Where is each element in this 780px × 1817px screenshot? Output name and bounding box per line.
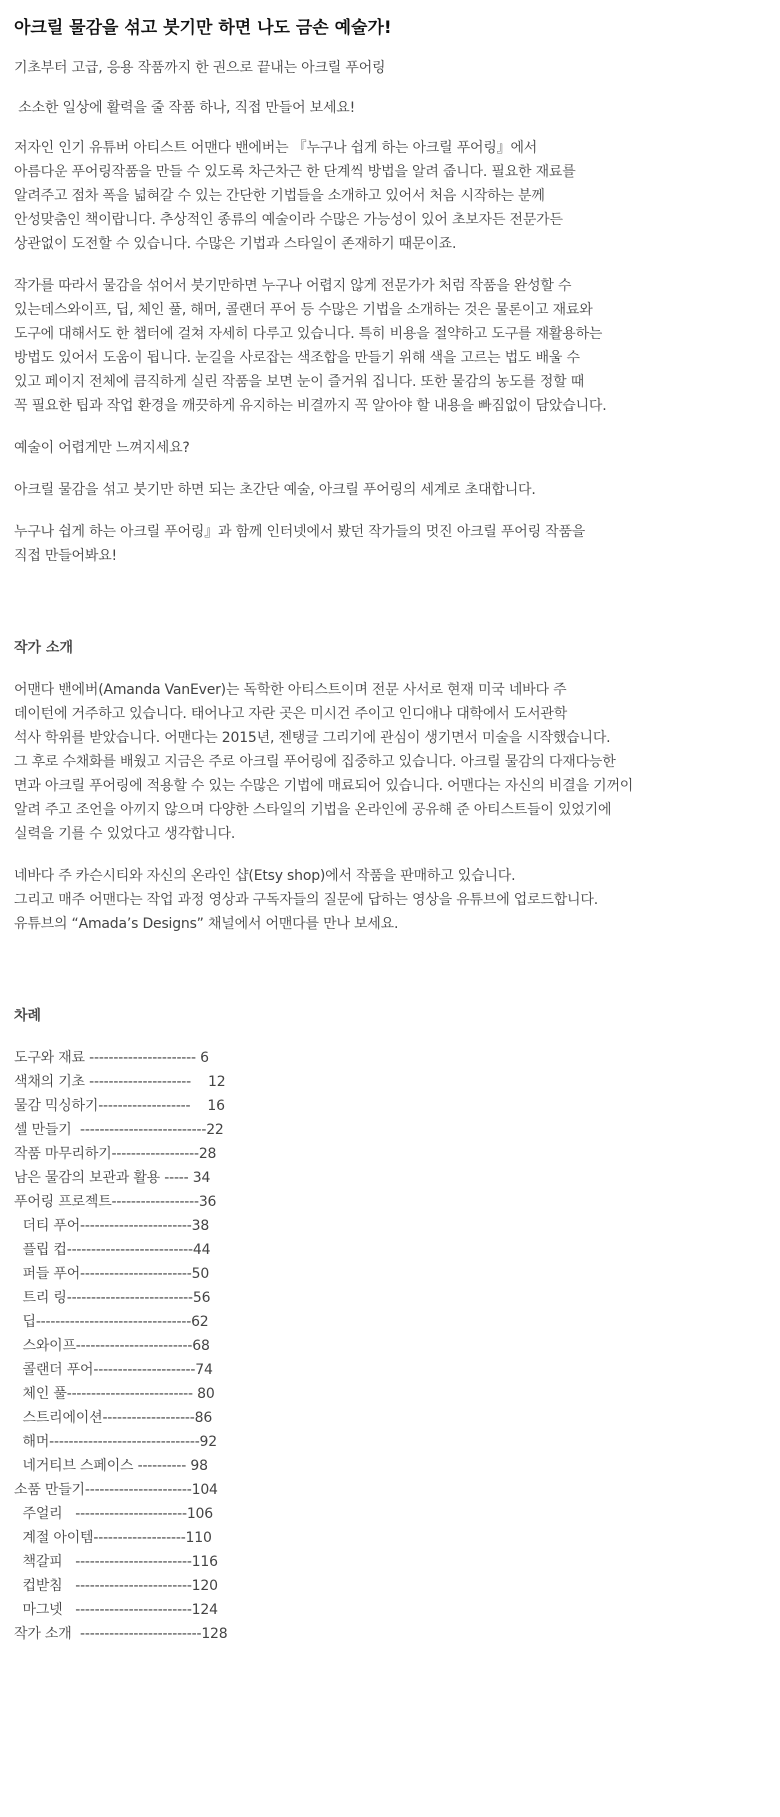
toc-item: 푸어링 프로젝트------------------36 xyxy=(14,1194,217,1210)
toc-item: 작가 소개 -------------------------128 xyxy=(14,1626,228,1642)
intro-paragraph: 아크릴 물감을 섞고 붓기만 하면 되는 초간단 예술, 아크릴 푸어링의 세계로 초대합니다. xyxy=(14,482,536,498)
toc-item: 스트리에이션-------------------86 xyxy=(14,1410,213,1426)
intro-paragraph: 예술이 어렵게만 느껴지세요? xyxy=(14,440,190,456)
intro-section xyxy=(14,136,774,568)
toc-item: 주얼리 -----------------------106 xyxy=(14,1506,213,1522)
toc-item: 체인 풀-------------------------- 80 xyxy=(14,1386,215,1402)
toc-item: 네거티브 스페이스 ---------- 98 xyxy=(14,1458,208,1474)
author-paragraph: 어맨다 밴에버(Amanda VanEver)는 독학한 아티스트이며 전문 사서로 현재 미국 네바다 주 데이턴에 거주하고 있습니다. 태어나고 자란 곳은 미시건 주이고 인디애나 대학에서 도서관학 석사 학위를 받았습니다. 어맨다는 2015년, 젠탱글 그리기에 관심이 생기면서 미술을 시작했습니다. 그 후로 수채화를 배웠고 지금은 주로 아크릴 푸어링에 집중하고 있습니다. 아크릴 물감의 다재다능한 면과 아크릴 푸어링에 적용할 수 있는 수많은 기법에 매료되어 있습니다. 어맨다는 자신의 비결을 기꺼이 알려 주고 조언을 아끼지 않으며 다양한 스타일의 기법을 온라인에 공유해 준 아티스트들이 있었기에 실력을 기를 수 있었다고 생각합니다. xyxy=(14,682,634,842)
author-paragraph: 네바다 주 카슨시티와 자신의 온라인 샵(Etsy shop)에서 작품을 판매하고 있습니다. 그리고 매주 어맨다는 작업 과정 영상과 구독자들의 질문에 답하는 영상을 유튜브에 업로드합니다. 유튜브의 “Amada’s Designs” 채널에서 어맨다를 만나 보세요. xyxy=(14,868,598,932)
toc-item: 스와이프------------------------68 xyxy=(14,1338,210,1354)
toc-item: 책갈피 ------------------------116 xyxy=(14,1554,218,1570)
toc-item: 도구와 재료 ---------------------- 6 xyxy=(14,1050,209,1066)
toc-item: 셀 만들기 --------------------------22 xyxy=(14,1122,224,1138)
toc-item: 딥--------------------------------62 xyxy=(14,1314,209,1330)
toc-item: 색채의 기초 --------------------- 12 xyxy=(14,1074,226,1090)
intro-paragraph: 누구나 쉽게 하는 아크릴 푸어링』과 함께 인터넷에서 봤던 작가들의 멋진 아크릴 푸어링 작품을 직접 만들어봐요! xyxy=(14,524,586,564)
intro-paragraph: 저자인 인기 유튜버 아티스트 어맨다 밴에버는 『누구나 쉽게 하는 아크릴 푸어링』에서 아름다운 푸어링작품을 만들 수 있도록 차근차근 한 단계씩 방법을 알려 줍니다. 필요한 재료를 알려주고 점차 폭을 넓혀갈 수 있는 간단한 기법들을 소개하고 있어서 처음 시작하는 분께 안성맞춤인 책이랍니다. 추상적인 종류의 예술이라 수많은 가능성이 있어 초보자든 전문가든 상관없이 도전할 수 있습니다. 수많은 기법과 스타일이 존재하기 때문이죠. xyxy=(14,140,576,252)
toc-item: 더티 푸어-----------------------38 xyxy=(14,1218,210,1234)
toc-item: 계절 아이템-------------------110 xyxy=(14,1530,212,1546)
toc-item: 남은 물감의 보관과 활용 ----- 34 xyxy=(14,1170,211,1186)
toc-item: 마그넷 ------------------------124 xyxy=(14,1602,218,1618)
toc-item: 트리 링--------------------------56 xyxy=(14,1290,211,1306)
page-title: 아크릴 물감을 섞고 붓기만 하면 나도 금손 예술가! xyxy=(14,18,392,38)
intro-paragraph: 작가를 따라서 물감을 섞어서 붓기만하면 누구나 어렵지 않게 전문가가 처럼 작품을 완성할 수 있는데스와이프, 딥, 체인 풀, 해머, 콜랜더 푸어 등 수많은 기법을 소개하는 것은 물론이고 재료와 도구에 대해서도 한 챕터에 걸쳐 자세히 다루고 있습니다. 특히 비용을 절약하고 도구를 재활용하는 방법도 있어서 도움이 됩니다. 눈길을 사로잡는 색조합을 만들기 위해 색을 고르는 법도 배울 수 있고 페이지 전체에 큼직하게 실린 작품을 보면 눈이 즐거워 집니다. 또한 물감의 농도를 정할 때 꼭 필요한 팁과 작업 환경을 깨끗하게 유지하는 비결까지 꼭 알아야 할 내용을 빠짐없이 담았습니다. xyxy=(14,278,607,414)
author-section xyxy=(14,678,774,936)
toc-item: 콜랜더 푸어---------------------74 xyxy=(14,1362,213,1378)
toc-heading: 차례 xyxy=(14,1008,42,1024)
tagline: 소소한 일상에 활력을 줄 작품 하나, 직접 만들어 보세요! xyxy=(14,100,356,116)
book-description-page xyxy=(14,14,774,1646)
toc-item: 퍼들 푸어-----------------------50 xyxy=(14,1266,210,1282)
table-of-contents xyxy=(14,1046,774,1646)
toc-item: 작품 마무리하기------------------28 xyxy=(14,1146,217,1162)
toc-item: 소품 만들기----------------------104 xyxy=(14,1482,218,1498)
toc-item: 플립 컵--------------------------44 xyxy=(14,1242,211,1258)
toc-item: 물감 믹싱하기------------------- 16 xyxy=(14,1098,225,1114)
author-heading: 작가 소개 xyxy=(14,640,73,656)
subtitle: 기초부터 고급, 응용 작품까지 한 권으로 끝내는 아크릴 푸어링 xyxy=(14,60,386,76)
toc-item: 컵받침 ------------------------120 xyxy=(14,1578,218,1594)
toc-item: 해머-------------------------------92 xyxy=(14,1434,217,1450)
